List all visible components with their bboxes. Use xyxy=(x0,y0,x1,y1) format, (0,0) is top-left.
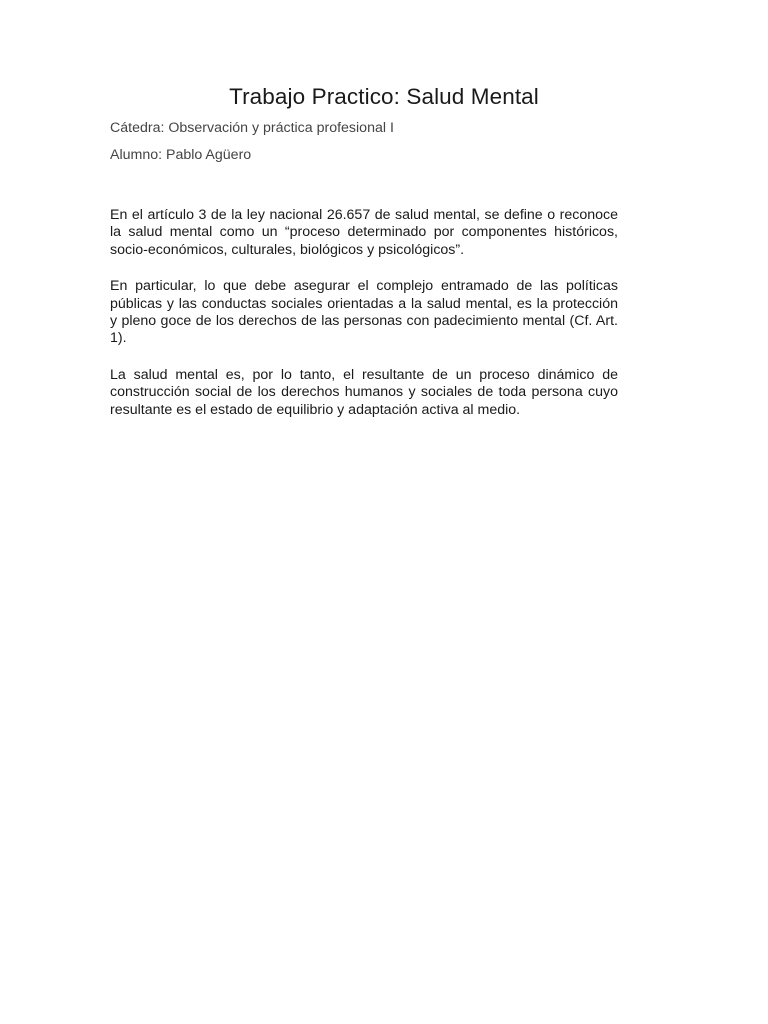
paragraph-3: La salud mental es, por lo tanto, el resultante de un proceso dinámico de construcción social de los derechos humanos y sociales de toda persona cuyo resultante es el estado de equilibrio y adaptación activa al medio. xyxy=(110,366,618,418)
paragraph-2: En particular, lo que debe asegurar el complejo entramado de las políticas públicas y las conductas sociales orientadas a la salud mental, es la protección y pleno goce de los derechos de las personas con padecimiento mental (Cf. Art. 1). xyxy=(110,278,618,347)
alumno-line: Alumno: Pablo Agüero xyxy=(110,147,252,163)
catedra-line: Cátedra: Observación y práctica profesional I xyxy=(110,120,394,136)
document-title: Trabajo Practico: Salud Mental xyxy=(229,84,539,109)
paragraph-1: En el artículo 3 de la ley nacional 26.657 de salud mental, se define o reconoce la salud mental como un “proceso determinado por componentes históricos, socio-económicos, culturales, biológicos y psicológicos”. xyxy=(110,207,618,258)
document-body xyxy=(110,207,618,438)
